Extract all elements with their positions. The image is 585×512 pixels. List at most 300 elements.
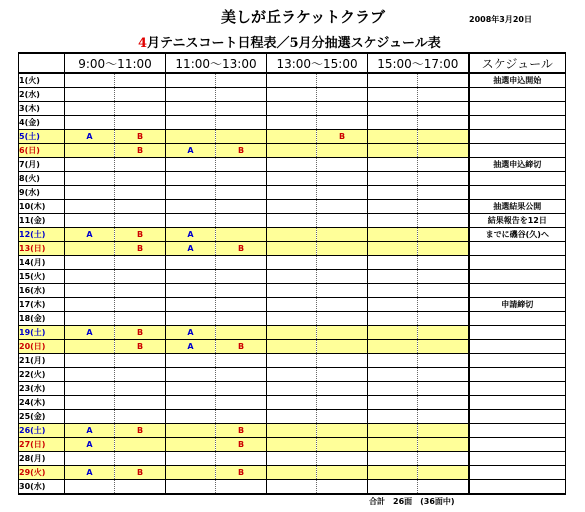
day-cell: 26(土) bbox=[19, 424, 65, 438]
day-cell: 12(土) bbox=[19, 228, 65, 242]
court-slot bbox=[267, 270, 317, 284]
court-slot bbox=[65, 88, 115, 102]
court-slot bbox=[267, 424, 317, 438]
court-slot bbox=[368, 256, 418, 270]
court-slot bbox=[317, 382, 368, 396]
court-slot bbox=[216, 172, 267, 186]
court-slot bbox=[115, 88, 166, 102]
court-slot bbox=[368, 480, 418, 495]
court-slot bbox=[317, 228, 368, 242]
court-slot bbox=[216, 452, 267, 466]
court-slot bbox=[317, 172, 368, 186]
court-slot bbox=[115, 396, 166, 410]
court-slot bbox=[216, 270, 267, 284]
court-slot bbox=[65, 172, 115, 186]
court-slot bbox=[317, 73, 368, 88]
table-row bbox=[19, 396, 566, 410]
court-slot: B bbox=[216, 424, 267, 438]
court-slot bbox=[418, 326, 469, 340]
court-slot bbox=[216, 130, 267, 144]
court-slot bbox=[317, 340, 368, 354]
court-slot bbox=[65, 144, 115, 158]
court-slot bbox=[115, 200, 166, 214]
court-slot bbox=[65, 298, 115, 312]
schedule-note bbox=[469, 382, 566, 396]
table-row bbox=[19, 158, 566, 172]
court-slot bbox=[216, 410, 267, 424]
table-row bbox=[19, 102, 566, 116]
court-slot bbox=[216, 326, 267, 340]
court-slot bbox=[267, 284, 317, 298]
schedule-note bbox=[469, 88, 566, 102]
day-cell: 22(火) bbox=[19, 368, 65, 382]
court-slot bbox=[267, 158, 317, 172]
court-slot bbox=[317, 396, 368, 410]
court-slot: B bbox=[216, 340, 267, 354]
court-slot bbox=[115, 270, 166, 284]
court-slot bbox=[368, 144, 418, 158]
court-slot bbox=[368, 130, 418, 144]
header-slot-2: 11:00〜13:00 bbox=[166, 53, 267, 73]
schedule-note bbox=[469, 130, 566, 144]
table-row bbox=[19, 354, 566, 368]
court-slot bbox=[115, 438, 166, 452]
court-slot bbox=[418, 382, 469, 396]
court-slot bbox=[216, 396, 267, 410]
day-cell: 11(金) bbox=[19, 214, 65, 228]
court-slot bbox=[368, 368, 418, 382]
court-slot bbox=[418, 396, 469, 410]
court-slot bbox=[317, 480, 368, 495]
schedule-note bbox=[469, 438, 566, 452]
court-slot bbox=[317, 284, 368, 298]
court-slot bbox=[65, 102, 115, 116]
court-slot bbox=[368, 410, 418, 424]
header-schedule: スケジュール bbox=[469, 53, 566, 73]
court-slot bbox=[368, 340, 418, 354]
court-slot bbox=[267, 466, 317, 480]
court-slot bbox=[368, 284, 418, 298]
court-slot bbox=[317, 438, 368, 452]
court-slot bbox=[267, 368, 317, 382]
court-slot bbox=[166, 102, 216, 116]
day-cell: 8(火) bbox=[19, 172, 65, 186]
day-cell: 15(火) bbox=[19, 270, 65, 284]
court-slot bbox=[418, 452, 469, 466]
court-slot bbox=[368, 354, 418, 368]
day-cell: 10(木) bbox=[19, 200, 65, 214]
court-slot bbox=[368, 298, 418, 312]
table-row bbox=[19, 284, 566, 298]
table-row bbox=[19, 172, 566, 186]
table-row bbox=[19, 298, 566, 312]
court-slot bbox=[267, 480, 317, 495]
day-cell: 18(金) bbox=[19, 312, 65, 326]
court-slot bbox=[368, 396, 418, 410]
day-cell: 21(月) bbox=[19, 354, 65, 368]
court-slot bbox=[115, 410, 166, 424]
schedule-note bbox=[469, 410, 566, 424]
court-slot bbox=[65, 354, 115, 368]
court-slot bbox=[65, 200, 115, 214]
court-slot bbox=[65, 340, 115, 354]
header-row bbox=[19, 53, 566, 73]
court-slot bbox=[216, 102, 267, 116]
title-month-number: 4 bbox=[138, 36, 148, 51]
court-slot bbox=[418, 130, 469, 144]
court-slot bbox=[65, 186, 115, 200]
court-slot bbox=[317, 298, 368, 312]
court-slot: B bbox=[115, 340, 166, 354]
schedule-note bbox=[469, 424, 566, 438]
court-slot bbox=[115, 480, 166, 495]
table-row bbox=[19, 480, 566, 495]
court-slot bbox=[65, 368, 115, 382]
court-slot bbox=[115, 368, 166, 382]
court-slot: B bbox=[216, 438, 267, 452]
court-slot bbox=[418, 298, 469, 312]
court-slot bbox=[267, 102, 317, 116]
court-slot bbox=[216, 116, 267, 130]
court-slot: B bbox=[115, 144, 166, 158]
table-row bbox=[19, 186, 566, 200]
court-slot bbox=[65, 480, 115, 495]
court-slot bbox=[317, 452, 368, 466]
table-row bbox=[19, 326, 566, 340]
header-slot-4: 15:00〜17:00 bbox=[368, 53, 469, 73]
schedule-note bbox=[469, 368, 566, 382]
schedule-note bbox=[469, 326, 566, 340]
court-slot bbox=[368, 438, 418, 452]
court-slot bbox=[317, 326, 368, 340]
schedule-body bbox=[19, 73, 566, 494]
court-slot bbox=[368, 116, 418, 130]
court-slot bbox=[418, 88, 469, 102]
court-slot bbox=[115, 186, 166, 200]
court-slot bbox=[216, 368, 267, 382]
court-slot bbox=[317, 144, 368, 158]
court-slot bbox=[166, 158, 216, 172]
table-row bbox=[19, 466, 566, 480]
court-slot: A bbox=[166, 242, 216, 256]
court-slot bbox=[115, 452, 166, 466]
court-slot bbox=[166, 466, 216, 480]
table-row bbox=[19, 340, 566, 354]
schedule-table bbox=[18, 52, 566, 495]
court-slot: A bbox=[166, 326, 216, 340]
court-slot bbox=[65, 312, 115, 326]
court-slot bbox=[368, 466, 418, 480]
schedule-note bbox=[469, 480, 566, 495]
document-title bbox=[138, 32, 441, 51]
court-slot bbox=[166, 270, 216, 284]
court-slot bbox=[115, 312, 166, 326]
court-slot bbox=[216, 228, 267, 242]
court-slot bbox=[166, 480, 216, 495]
court-slot bbox=[267, 172, 317, 186]
schedule-note bbox=[469, 242, 566, 256]
court-slot bbox=[368, 326, 418, 340]
court-slot: A bbox=[166, 144, 216, 158]
court-slot bbox=[115, 102, 166, 116]
court-slot bbox=[418, 424, 469, 438]
court-slot bbox=[418, 200, 469, 214]
schedule-note bbox=[469, 396, 566, 410]
schedule-note bbox=[469, 312, 566, 326]
court-slot bbox=[216, 214, 267, 228]
table-row bbox=[19, 410, 566, 424]
court-slot bbox=[418, 284, 469, 298]
court-slot bbox=[115, 172, 166, 186]
table-row bbox=[19, 424, 566, 438]
court-slot bbox=[65, 158, 115, 172]
court-slot bbox=[115, 116, 166, 130]
court-slot bbox=[166, 396, 216, 410]
court-slot bbox=[317, 410, 368, 424]
court-slot bbox=[317, 88, 368, 102]
day-cell: 7(月) bbox=[19, 158, 65, 172]
court-slot bbox=[317, 116, 368, 130]
court-slot bbox=[368, 452, 418, 466]
schedule-note: 抽選結果公開 bbox=[469, 200, 566, 214]
schedule-note bbox=[469, 144, 566, 158]
court-slot bbox=[166, 88, 216, 102]
day-cell: 13(日) bbox=[19, 242, 65, 256]
schedule-note: までに磯谷(久)へ bbox=[469, 228, 566, 242]
court-slot bbox=[115, 284, 166, 298]
day-cell: 9(水) bbox=[19, 186, 65, 200]
court-slot bbox=[418, 270, 469, 284]
court-slot bbox=[216, 158, 267, 172]
court-slot: A bbox=[65, 228, 115, 242]
court-slot bbox=[115, 158, 166, 172]
court-slot bbox=[418, 466, 469, 480]
court-slot bbox=[65, 116, 115, 130]
day-cell: 2(水) bbox=[19, 88, 65, 102]
court-slot: A bbox=[166, 340, 216, 354]
court-slot bbox=[418, 312, 469, 326]
court-slot bbox=[317, 242, 368, 256]
title-text: 月テニスコート日程表／5月分抽選スケジュール表 bbox=[147, 36, 441, 51]
court-slot bbox=[166, 424, 216, 438]
court-slot bbox=[166, 284, 216, 298]
day-cell: 16(水) bbox=[19, 284, 65, 298]
court-slot bbox=[267, 438, 317, 452]
day-cell: 19(土) bbox=[19, 326, 65, 340]
schedule-note bbox=[469, 172, 566, 186]
court-slot bbox=[65, 382, 115, 396]
table-row bbox=[19, 130, 566, 144]
header-day-cell bbox=[19, 53, 65, 73]
court-slot bbox=[166, 298, 216, 312]
table-row bbox=[19, 228, 566, 242]
court-slot bbox=[166, 354, 216, 368]
court-slot bbox=[216, 480, 267, 495]
court-slot bbox=[267, 228, 317, 242]
court-slot bbox=[216, 382, 267, 396]
court-slot bbox=[317, 368, 368, 382]
day-cell: 20(日) bbox=[19, 340, 65, 354]
court-slot bbox=[418, 116, 469, 130]
court-slot: B bbox=[115, 242, 166, 256]
court-slot bbox=[166, 186, 216, 200]
header-slot-3: 13:00〜15:00 bbox=[267, 53, 368, 73]
court-slot bbox=[418, 102, 469, 116]
schedule-note bbox=[469, 116, 566, 130]
table-row bbox=[19, 73, 566, 88]
schedule-note: 抽選申込締切 bbox=[469, 158, 566, 172]
schedule-note: 結果報告を12日 bbox=[469, 214, 566, 228]
court-slot: B bbox=[216, 144, 267, 158]
court-slot bbox=[267, 396, 317, 410]
court-slot: B bbox=[115, 424, 166, 438]
court-slot bbox=[368, 228, 418, 242]
court-slot: A bbox=[65, 424, 115, 438]
court-slot bbox=[418, 410, 469, 424]
court-slot bbox=[418, 354, 469, 368]
court-slot bbox=[267, 242, 317, 256]
court-slot: B bbox=[216, 242, 267, 256]
court-slot bbox=[368, 214, 418, 228]
schedule-note: 抽選申込開始 bbox=[469, 73, 566, 88]
court-slot bbox=[267, 382, 317, 396]
court-slot bbox=[115, 298, 166, 312]
court-slot: B bbox=[216, 466, 267, 480]
table-row bbox=[19, 116, 566, 130]
court-slot bbox=[368, 88, 418, 102]
court-slot bbox=[317, 354, 368, 368]
court-slot bbox=[317, 424, 368, 438]
court-slot bbox=[166, 382, 216, 396]
court-slot bbox=[418, 480, 469, 495]
court-slot: B bbox=[115, 228, 166, 242]
court-slot: A bbox=[166, 228, 216, 242]
court-slot bbox=[65, 242, 115, 256]
court-slot bbox=[418, 186, 469, 200]
day-cell: 17(木) bbox=[19, 298, 65, 312]
court-slot bbox=[166, 368, 216, 382]
court-slot bbox=[216, 256, 267, 270]
day-cell: 4(金) bbox=[19, 116, 65, 130]
document-date: 2008年3月20日 bbox=[469, 15, 532, 24]
day-cell: 27(日) bbox=[19, 438, 65, 452]
court-slot bbox=[65, 270, 115, 284]
court-slot bbox=[267, 340, 317, 354]
court-slot bbox=[65, 214, 115, 228]
court-slot bbox=[267, 326, 317, 340]
court-slot bbox=[65, 284, 115, 298]
schedule-note: 申請締切 bbox=[469, 298, 566, 312]
court-slot bbox=[418, 340, 469, 354]
court-slot bbox=[267, 354, 317, 368]
court-slot bbox=[317, 312, 368, 326]
court-slot: B bbox=[115, 326, 166, 340]
table-row bbox=[19, 200, 566, 214]
court-slot bbox=[317, 214, 368, 228]
day-cell: 24(木) bbox=[19, 396, 65, 410]
court-slot bbox=[65, 256, 115, 270]
court-slot bbox=[267, 410, 317, 424]
court-slot bbox=[267, 116, 317, 130]
table-row bbox=[19, 214, 566, 228]
court-slot bbox=[267, 200, 317, 214]
schedule-note bbox=[469, 466, 566, 480]
court-slot bbox=[368, 102, 418, 116]
court-slot bbox=[368, 382, 418, 396]
schedule-note bbox=[469, 102, 566, 116]
footer-total: 合計 26面 (36面中) bbox=[369, 497, 455, 506]
court-slot bbox=[368, 424, 418, 438]
court-slot bbox=[267, 130, 317, 144]
court-slot bbox=[317, 270, 368, 284]
day-cell: 23(水) bbox=[19, 382, 65, 396]
court-slot bbox=[368, 270, 418, 284]
day-cell: 14(月) bbox=[19, 256, 65, 270]
day-cell: 3(木) bbox=[19, 102, 65, 116]
table-row bbox=[19, 242, 566, 256]
court-slot bbox=[317, 186, 368, 200]
court-slot bbox=[368, 186, 418, 200]
court-slot bbox=[368, 158, 418, 172]
court-slot bbox=[267, 88, 317, 102]
court-slot bbox=[216, 200, 267, 214]
court-slot bbox=[368, 172, 418, 186]
court-slot bbox=[418, 73, 469, 88]
court-slot bbox=[65, 396, 115, 410]
court-slot bbox=[418, 242, 469, 256]
court-slot bbox=[418, 228, 469, 242]
schedule-note bbox=[469, 340, 566, 354]
court-slot bbox=[115, 214, 166, 228]
court-slot bbox=[368, 200, 418, 214]
court-slot bbox=[317, 200, 368, 214]
court-slot bbox=[368, 242, 418, 256]
court-slot bbox=[115, 256, 166, 270]
court-slot bbox=[267, 452, 317, 466]
court-slot bbox=[418, 144, 469, 158]
court-slot bbox=[418, 438, 469, 452]
schedule-note bbox=[469, 270, 566, 284]
court-slot bbox=[166, 73, 216, 88]
table-row bbox=[19, 88, 566, 102]
court-slot: A bbox=[65, 438, 115, 452]
court-slot bbox=[216, 186, 267, 200]
day-cell: 5(土) bbox=[19, 130, 65, 144]
court-slot bbox=[115, 73, 166, 88]
court-slot bbox=[317, 466, 368, 480]
day-cell: 25(金) bbox=[19, 410, 65, 424]
table-row bbox=[19, 270, 566, 284]
schedule-note bbox=[469, 354, 566, 368]
header-slot-1: 9:00〜11:00 bbox=[65, 53, 166, 73]
court-slot bbox=[317, 256, 368, 270]
court-slot bbox=[166, 452, 216, 466]
court-slot bbox=[418, 368, 469, 382]
court-slot bbox=[166, 200, 216, 214]
court-slot bbox=[368, 73, 418, 88]
court-slot bbox=[216, 312, 267, 326]
court-slot: A bbox=[65, 326, 115, 340]
court-slot bbox=[368, 312, 418, 326]
court-slot bbox=[166, 312, 216, 326]
table-row bbox=[19, 438, 566, 452]
court-slot: B bbox=[115, 130, 166, 144]
court-slot bbox=[267, 312, 317, 326]
court-slot bbox=[267, 298, 317, 312]
court-slot bbox=[418, 256, 469, 270]
court-slot bbox=[216, 88, 267, 102]
court-slot bbox=[418, 158, 469, 172]
